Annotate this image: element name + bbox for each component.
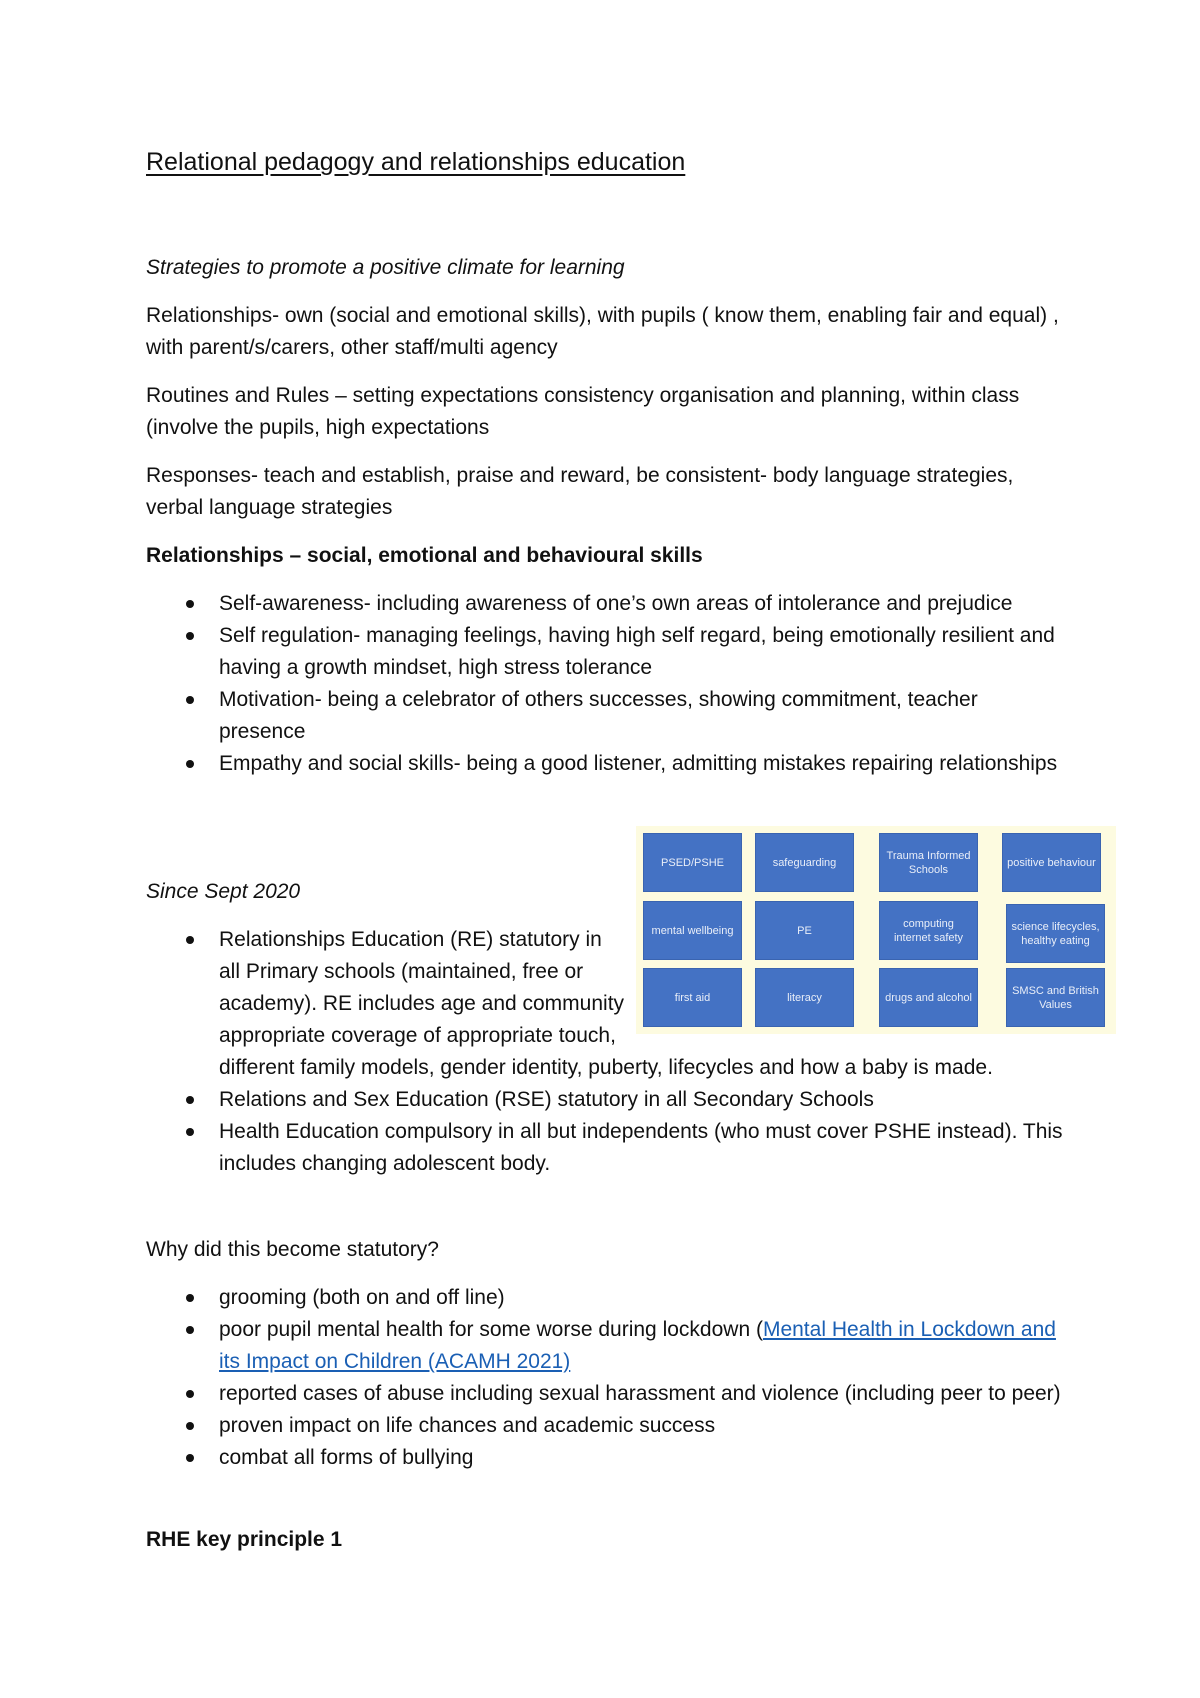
since-heading: Since Sept 2020: [146, 880, 301, 903]
bullet-icon: [186, 1096, 194, 1104]
topic-tile: drugs and alcohol: [879, 968, 978, 1027]
topic-tile: safeguarding: [755, 833, 854, 892]
topic-tile: computing internet safety: [879, 901, 978, 960]
bullet-icon: [186, 1326, 194, 1334]
why-heading: Why did this become statutory?: [146, 1238, 439, 1261]
paragraph-relationships: Relationships- own (social and emotional skills), with pupils ( know them, enabling fair and equal) , with parent/s/carers, other staff/multi agency: [146, 304, 1059, 359]
list-item: proven impact on life chances and academic success: [146, 1410, 1066, 1442]
bullet-icon: [186, 1294, 194, 1302]
topic-grid-image: [636, 826, 1116, 1034]
why-list: [146, 1282, 1066, 1474]
list-item: Self regulation- managing feelings, having high self regard, being emotionally resilient and having a growth mindset, high stress tolerance: [146, 620, 1066, 684]
key-principle-heading: RHE key principle 1: [146, 1528, 343, 1551]
list-item: Health Education compulsory in all but independents (who must cover PSHE instead). This includes changing adolescent body.: [146, 1116, 1066, 1180]
topic-tile: mental wellbeing: [643, 901, 742, 960]
list-item: Self-awareness- including awareness of one’s own areas of intolerance and prejudice: [146, 588, 1066, 620]
page-title: Relational pedagogy and relationships education: [146, 148, 686, 176]
bullet-icon: [186, 760, 194, 768]
list-item: Empathy and social skills- being a good listener, admitting mistakes repairing relationships: [146, 748, 1066, 780]
list-item: reported cases of abuse including sexual harassment and violence (including peer to peer): [146, 1378, 1066, 1410]
topic-tile: Trauma Informed Schools: [879, 833, 978, 892]
list-item: combat all forms of bullying: [146, 1442, 1066, 1474]
topic-tile: science lifecycles, healthy eating: [1006, 904, 1105, 963]
acamh-link[interactable]: Mental Health in Lockdown and its Impact on Children (ACAMH 2021): [219, 1318, 1056, 1373]
skills-heading: Relationships – social, emotional and behavioural skills: [146, 544, 703, 567]
topic-tile: positive behaviour: [1002, 833, 1101, 892]
bullet-icon: [186, 1390, 194, 1398]
topic-tile: literacy: [755, 968, 854, 1027]
bullet-icon: [186, 632, 194, 640]
paragraph-responses: Responses- teach and establish, praise and reward, be consistent- body language strategies, verbal language strategies: [146, 464, 1014, 519]
skills-list: [146, 588, 1066, 780]
list-item: Motivation- being a celebrator of others successes, showing commitment, teacher presence: [146, 684, 1066, 748]
list-item: Relations and Sex Education (RSE) statutory in all Secondary Schools: [146, 1084, 1066, 1116]
bullet-icon: [186, 1422, 194, 1430]
topic-tile: first aid: [643, 968, 742, 1027]
topic-tile: PE: [755, 901, 854, 960]
list-item: poor pupil mental health for some worse during lockdown (Mental Health in Lockdown and its Impact on Children (ACAMH 2021): [146, 1314, 1066, 1378]
bullet-icon: [186, 1128, 194, 1136]
topic-tile: PSED/PSHE: [643, 833, 742, 892]
list-item: grooming (both on and off line): [146, 1282, 1066, 1314]
bullet-icon: [186, 1454, 194, 1462]
strategies-heading: Strategies to promote a positive climate for learning: [146, 256, 625, 279]
paragraph-routines: Routines and Rules – setting expectations consistency organisation and planning, within class (involve the pupils, high expectations: [146, 384, 1020, 439]
topic-tile: SMSC and British Values: [1006, 968, 1105, 1027]
bullet-icon: [186, 600, 194, 608]
bullet-icon: [186, 696, 194, 704]
statutory-re-text: Relationships Education (RE) statutory in all Primary schools (maintained, free or academy). RE includes age and community appropriate coverage of appropriate touch, different family models, gender identity, puberty, lifecycles and how a baby is made.: [219, 928, 993, 1079]
bullet-icon: [186, 936, 194, 944]
